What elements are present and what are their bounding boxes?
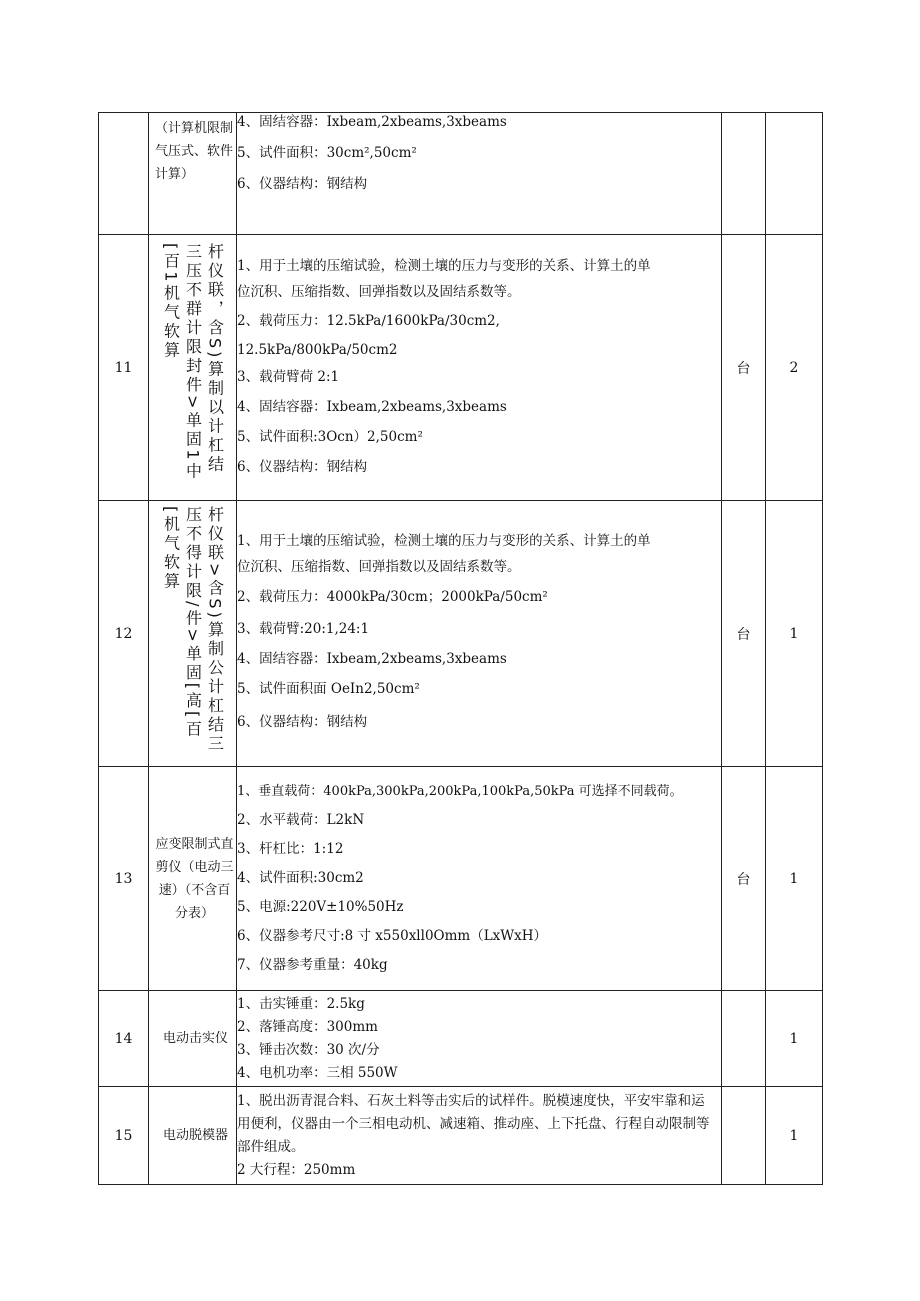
spec-line: 4、试件面积:30cm2 (237, 870, 364, 886)
item-unit: 台 (722, 501, 766, 767)
item-qty: 1 (766, 767, 823, 991)
spec-line: 2、载荷压力：12.5kPa∕1600kPa∕30cm2, (237, 313, 500, 329)
item-specs (237, 1087, 722, 1185)
spec-line: 3、杆杠比：1:12 (237, 841, 344, 857)
spec-line: 2 大行程：250mm (237, 1161, 356, 1178)
item-specs (237, 113, 722, 235)
spec-line: 4、固结容器：Ixbeam,2xbeams,3xbeams (237, 114, 507, 130)
item-qty: 1 (766, 1087, 823, 1185)
table-row (99, 767, 823, 991)
spec-line: 1、脱出沥青混合料、石灰土料等击实后的试样件。脱模速度快，平安牢靠和运用便利，仪器由一个三相电动机、减速箱、推动座、上下托盘、行程自动限制等部件组成。 (237, 1092, 710, 1155)
spec-line: 6、仪器结构：钢结构 (237, 713, 368, 730)
item-name (149, 235, 237, 501)
spec-line: 6、仪器结构：钢结构 (237, 176, 368, 192)
spec-line: 5、试件面积面 OeIn2,50cm² (237, 680, 420, 697)
spec-line: 2、落锤高度：300mm (237, 1018, 378, 1035)
spec-line: 1、用于土壤的压缩试验，检测土壤的压力与变形的关系、计算土的单 (237, 258, 651, 274)
item-specs (237, 991, 722, 1087)
spec-line: 4、固结容器：Ixbeam,2xbeams,3xbeams (237, 399, 507, 415)
spec-line: 5、试件面积：30cm²,50cm² (237, 145, 417, 161)
vertical-name-text: 杆仪联，含S)算制以计杠结三压不群计限封件>单固1中[百1机气软算 (161, 242, 225, 482)
item-qty: 1 (766, 991, 823, 1087)
item-unit (722, 1087, 766, 1185)
spec-line: 1、用于土壤的压缩试验，检测土壤的压力与变形的关系、计算土的单 (237, 532, 651, 549)
item-specs (237, 235, 722, 501)
spec-line: 4、固结容器：Ixbeam,2xbeams,3xbeams (237, 650, 507, 667)
item-number: 13 (99, 767, 149, 991)
item-qty: 1 (766, 501, 823, 767)
item-number: 15 (99, 1087, 149, 1185)
spec-line: 1、垂直载荷：400kPa,300kPa,200kPa,100kPa,50kPa 可选择不同载荷。 (237, 784, 683, 799)
item-unit (722, 113, 766, 235)
spec-line: 1、击实锤重：2.5kg (237, 995, 365, 1012)
item-qty: 2 (766, 235, 823, 501)
spec-line: 6、仪器结构：钢结构 (237, 459, 368, 475)
table-row (99, 113, 823, 235)
item-specs (237, 767, 722, 991)
table-row (99, 991, 823, 1087)
table-row (99, 1087, 823, 1185)
item-qty (766, 113, 823, 235)
spec-line: 3、载荷臂荷 2:1 (237, 369, 340, 385)
table-row (99, 501, 823, 767)
item-name: 电动脱模器 (149, 1087, 237, 1185)
spec-line: 5、试件面积:3Ocn）2,50cm² (237, 429, 423, 445)
item-number: 14 (99, 991, 149, 1087)
vertical-name-text: 杆仪联>含S)算制公计杠结三压不得计限/件>单固[高[百[机气软算 (161, 505, 225, 754)
item-number: 11 (99, 235, 149, 501)
spec-line: 位沉积、压缩指数、回弹指数以及固结系数等。 (237, 284, 521, 300)
item-name: 应变限制式直剪仪（电动三速）（不含百分表） (149, 767, 237, 991)
spec-line: 7、仪器参考重量：40kg (237, 957, 388, 973)
spec-line: 5、电源:220V±10%50Hz (237, 899, 404, 915)
item-unit: 台 (722, 767, 766, 991)
spec-line: 2、水平载荷：L2kN (237, 812, 365, 828)
spec-line: 2、载荷压力：4000kPa/30cm；2000kPa∕50cm² (237, 588, 548, 605)
table-row (99, 235, 823, 501)
item-unit: 台 (722, 235, 766, 501)
spec-line: 3、锤击次数：30 次/分 (237, 1041, 380, 1058)
spec-line: 3、载荷臂:20:1,24:1 (237, 620, 370, 637)
spec-line: 位沉积、压缩指数、回弹指数以及固结系数等。 (237, 558, 521, 575)
item-number (99, 113, 149, 235)
item-name: （计算机限制气压式、软件计算） (149, 113, 237, 235)
item-number: 12 (99, 501, 149, 767)
item-unit (722, 991, 766, 1087)
spec-line: 12.5kPa∕800kPa∕50cm2 (237, 342, 398, 358)
item-name (149, 501, 237, 767)
spec-line: 6、仪器参考尺寸:8 寸 x550xll0Omm（LxWxH） (237, 928, 548, 944)
spec-line: 4、电机功率：三相 550W (237, 1064, 398, 1081)
equipment-spec-table (98, 112, 823, 1185)
item-name: 电动击实仪 (149, 991, 237, 1087)
item-specs (237, 501, 722, 767)
